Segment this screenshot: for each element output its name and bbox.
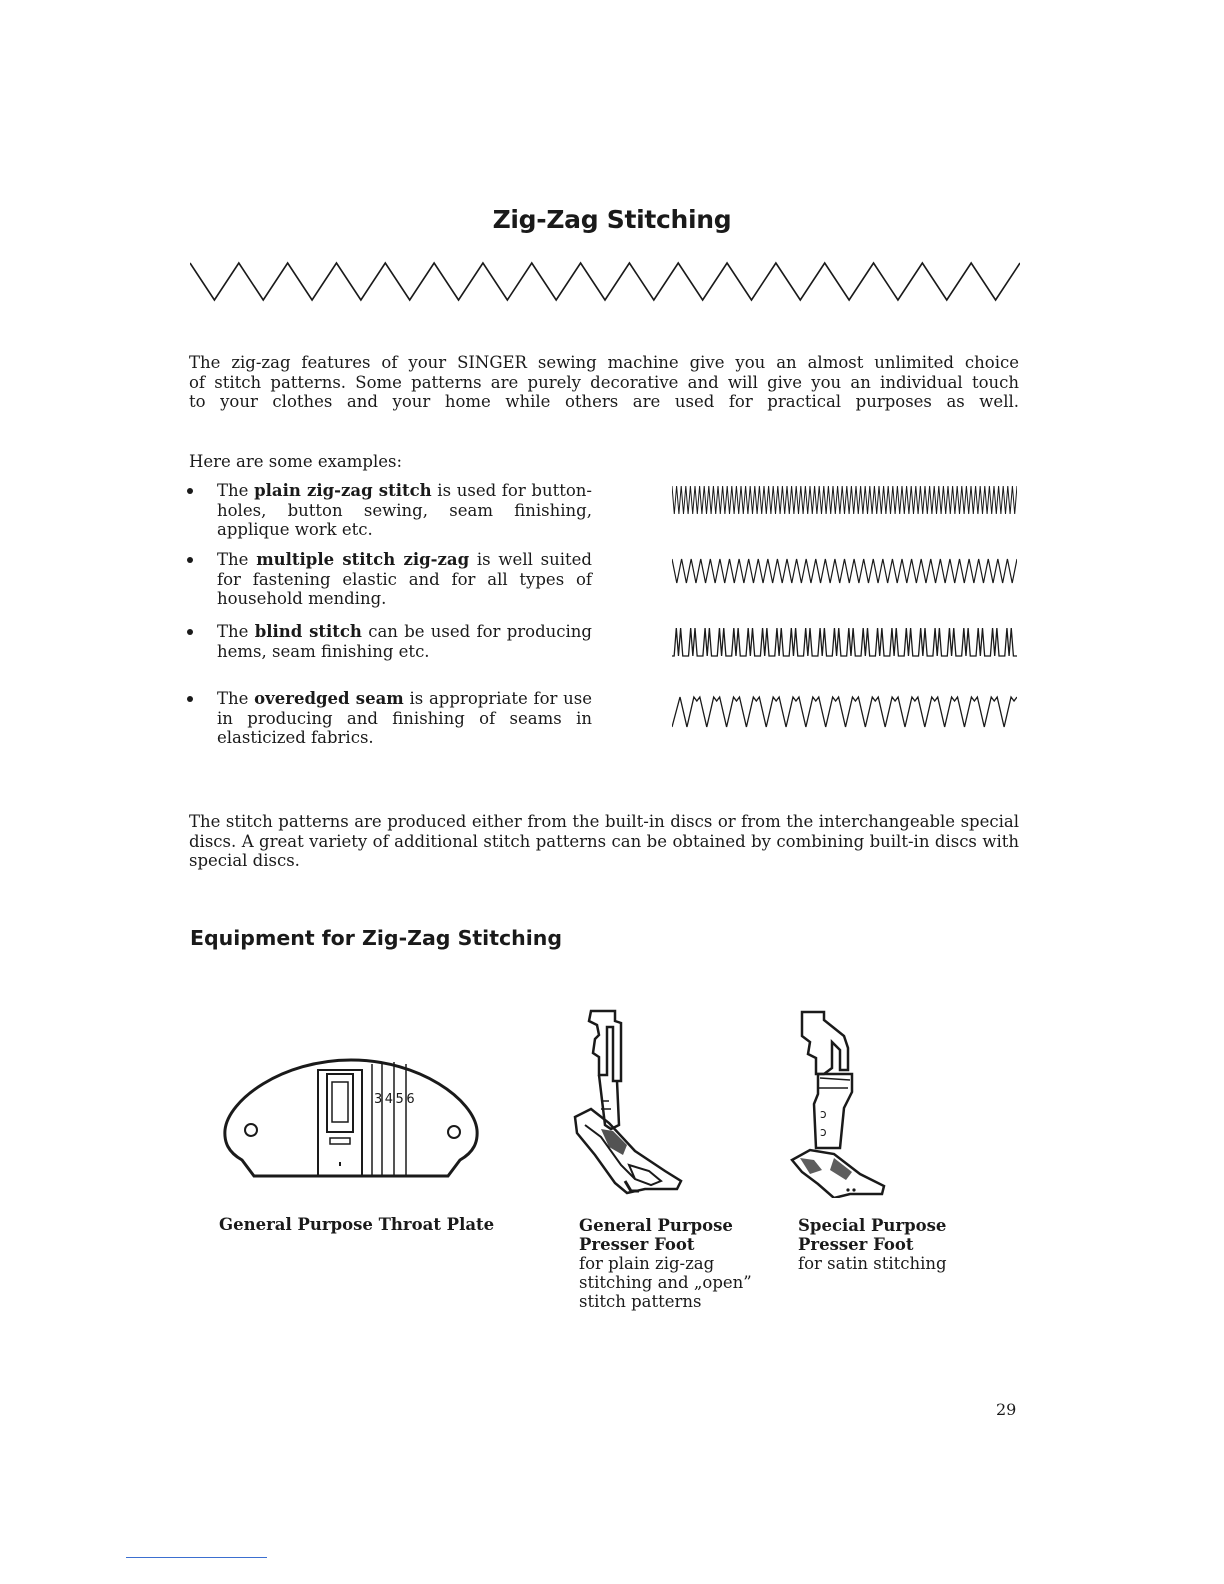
svg-text:ↄ: ↄ xyxy=(820,1107,827,1121)
caption-throat-plate xyxy=(219,1215,494,1234)
bullet-dot xyxy=(187,488,193,494)
special-presser-foot-icon xyxy=(788,1008,890,1198)
caption-special-foot-title: Special Purpose Presser Foot xyxy=(798,1216,947,1254)
general-presser-foot-icon xyxy=(565,1005,685,1197)
caption-special-foot-desc: for satin stitching xyxy=(798,1254,947,1273)
dense-satin-stitch-icon xyxy=(672,484,1017,516)
equipment-heading: Equipment for Zig-Zag Stitching xyxy=(190,926,563,950)
plate-numbers: 3456 xyxy=(374,1092,418,1107)
caption-throat-plate-title: General Purpose Throat Plate xyxy=(219,1215,495,1234)
term-plain-zigzag: plain zig-zag stitch xyxy=(254,481,432,500)
term-blind-stitch: blind stitch xyxy=(254,622,362,641)
caption-special-foot xyxy=(798,1216,968,1273)
example-multiple-zigzag: The multiple stitch zig-zag is well suited for fastening elastic and for all types of household mending. xyxy=(187,550,592,609)
bullet-dot xyxy=(187,696,193,702)
intro-paragraph xyxy=(189,353,1019,412)
caption-general-foot-desc: for plain zig-zag stitching and „open” stitch patterns xyxy=(579,1254,752,1311)
term-overedged-seam: overedged seam xyxy=(254,689,404,708)
footer-rule xyxy=(126,1557,267,1558)
example-overedged-seam: The overedged seam is appropriate for use in producing and finishing of seams in elasticized fabrics. xyxy=(187,689,592,748)
svg-text:ↄ: ↄ xyxy=(820,1125,827,1139)
intro-line-3: to your clothes and your home while others are used for practical purposes as well. xyxy=(189,392,1019,411)
page-title: Zig-Zag Stitching xyxy=(492,205,732,234)
caption-general-foot xyxy=(579,1216,759,1311)
bullet-dot xyxy=(187,557,193,563)
zigzag-divider-icon xyxy=(190,255,1020,305)
page-number: 29 xyxy=(996,1400,1017,1419)
outro-paragraph: The stitch patterns are produced either from the built-in discs or from the interchangeable special discs. A great variety of additional stitch patterns can be obtained by combining built-in discs with special discs. xyxy=(189,812,1019,870)
multiple-zigzag-stitch-icon xyxy=(672,557,1017,585)
example-plain-zigzag: The plain zig-zag stitch is used for button-holes, button sewing, seam finishing, applique work etc. xyxy=(187,481,592,540)
blind-stitch-icon xyxy=(672,626,1017,658)
intro-line-2: of stitch patterns. Some patterns are purely decorative and will give you an individual touch xyxy=(189,372,1019,392)
bullet-dot xyxy=(187,629,193,635)
example-blind-stitch: The blind stitch can be used for producing hems, seam finishing etc. xyxy=(187,622,592,661)
term-multiple-zigzag: multiple stitch zig-zag xyxy=(256,550,470,569)
throat-plate-icon xyxy=(222,1052,480,1184)
examples-label: Here are some examples: xyxy=(189,452,403,471)
overedge-stitch-icon xyxy=(672,695,1017,729)
caption-general-foot-title: General Purpose Presser Foot xyxy=(579,1216,733,1254)
intro-line-1: The zig-zag features of your SINGER sewing machine give you an almost unlimited choice xyxy=(189,353,1019,372)
